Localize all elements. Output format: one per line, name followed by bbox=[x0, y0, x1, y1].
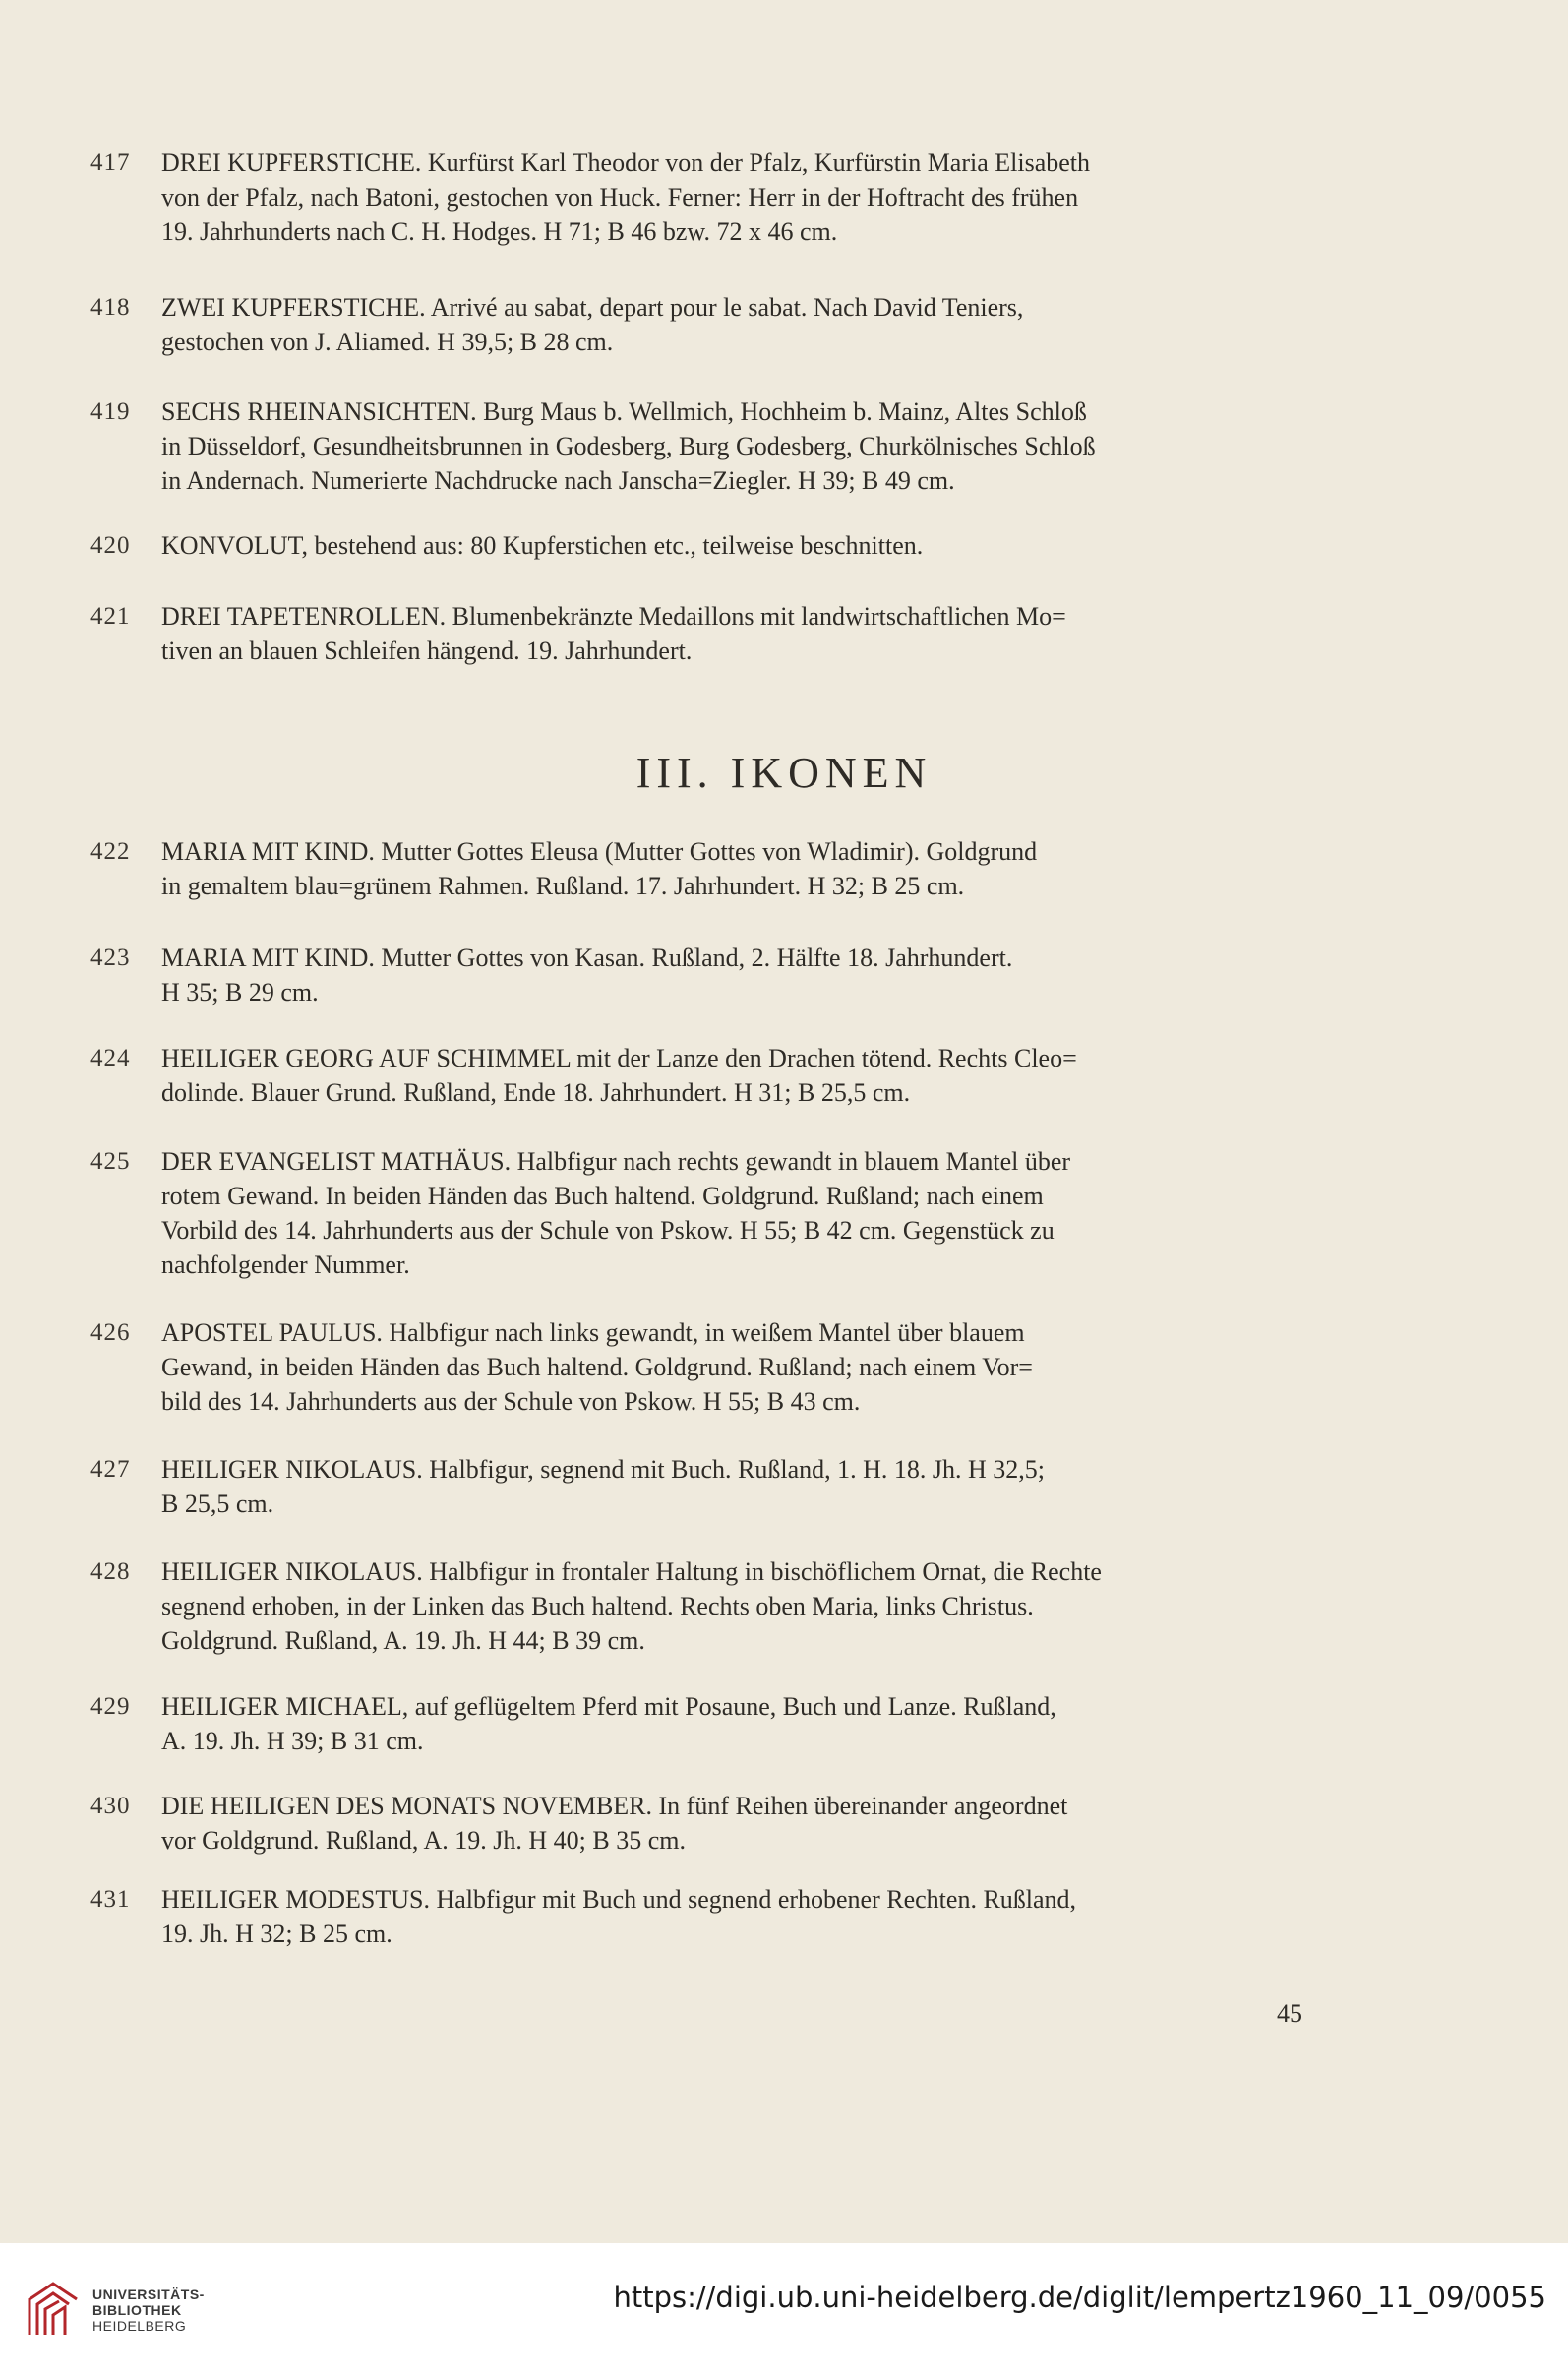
entry-line: bild des 14. Jahrhunderts aus der Schule von Pskow. H 55; B 43 cm. bbox=[161, 1387, 861, 1416]
entry-text bbox=[161, 528, 1396, 563]
entry-line: nachfolgender Nummer. bbox=[161, 1250, 410, 1279]
entry-line: DREI TAPETENROLLEN. Blumenbekränzte Medaillons mit landwirtschaftlichen Mo= bbox=[161, 602, 1066, 631]
source-url[interactable]: https://digi.ub.uni-heidelberg.de/diglit/lempertz1960_11_09/0055 bbox=[613, 2281, 1546, 2314]
entry-number: 428 bbox=[90, 1558, 131, 1585]
entry-number: 427 bbox=[90, 1456, 131, 1483]
entry-number: 426 bbox=[90, 1319, 131, 1346]
section-heading: III. IKONEN bbox=[635, 749, 933, 797]
entry-text bbox=[161, 1452, 1396, 1521]
library-line-1: UNIVERSITÄTS- bbox=[92, 2286, 205, 2302]
entry-line: in Düsseldorf, Gesundheitsbrunnen in Godesberg, Burg Godesberg, Churkölnisches Schloß bbox=[161, 432, 1096, 460]
entry-number: 421 bbox=[90, 603, 131, 630]
entry-text bbox=[161, 599, 1396, 668]
entry-line: vor Goldgrund. Rußland, A. 19. Jh. H 40; B 35 cm. bbox=[161, 1826, 686, 1855]
entry-number: 419 bbox=[90, 398, 131, 425]
entry-line: MARIA MIT KIND. Mutter Gottes von Kasan. Rußland, 2. Hälfte 18. Jahrhundert. bbox=[161, 944, 1013, 972]
entry-line: KONVOLUT, bestehend aus: 80 Kupferstichen etc., teilweise beschnitten. bbox=[161, 531, 924, 560]
entry-line: HEILIGER GEORG AUF SCHIMMEL mit der Lanze den Drachen tötend. Rechts Cleo= bbox=[161, 1044, 1077, 1072]
entry-line: Gewand, in beiden Händen das Buch haltend. Goldgrund. Rußland; nach einem Vor= bbox=[161, 1353, 1033, 1381]
entry-text bbox=[161, 834, 1396, 903]
entry-line: dolinde. Blauer Grund. Rußland, Ende 18. Jahrhundert. H 31; B 25,5 cm. bbox=[161, 1078, 911, 1107]
entry-line: HEILIGER MODESTUS. Halbfigur mit Buch und segnend erhobener Rechten. Rußland, bbox=[161, 1885, 1077, 1914]
entry-number: 420 bbox=[90, 532, 131, 559]
entry-text bbox=[161, 1789, 1396, 1858]
entry-text bbox=[161, 1882, 1396, 1951]
entry-number: 424 bbox=[90, 1045, 131, 1071]
entry-line: 19. Jahrhunderts nach C. H. Hodges. H 71; B 46 bzw. 72 x 46 cm. bbox=[161, 217, 838, 246]
entry-line: DIE HEILIGEN DES MONATS NOVEMBER. In fünf Reihen übereinander angeordnet bbox=[161, 1792, 1068, 1820]
entry-number: 429 bbox=[90, 1693, 131, 1720]
entry-line: gestochen von J. Aliamed. H 39,5; B 28 cm. bbox=[161, 328, 614, 356]
entry-line: HEILIGER NIKOLAUS. Halbfigur, segnend mit Buch. Rußland, 1. H. 18. Jh. H 32,5; bbox=[161, 1455, 1046, 1484]
entry-line: Goldgrund. Rußland, A. 19. Jh. H 44; B 39 cm. bbox=[161, 1626, 645, 1655]
ub-heidelberg-logo-icon bbox=[20, 2278, 87, 2345]
library-line-2: BIBLIOTHEK bbox=[92, 2302, 182, 2318]
entry-line: DREI KUPFERSTICHE. Kurfürst Karl Theodor von der Pfalz, Kurfürstin Maria Elisabeth bbox=[161, 149, 1091, 177]
entry-number: 417 bbox=[90, 150, 131, 176]
entry-line: HEILIGER NIKOLAUS. Halbfigur in frontaler Haltung in bischöflichem Ornat, die Rechte bbox=[161, 1557, 1102, 1586]
page-number: 45 bbox=[1277, 1999, 1302, 2028]
entry-number: 423 bbox=[90, 945, 131, 971]
entry-line: HEILIGER MICHAEL, auf geflügeltem Pferd mit Posaune, Buch und Lanze. Rußland, bbox=[161, 1692, 1056, 1721]
entry-line: in gemaltem blau=grünem Rahmen. Rußland. 17. Jahrhundert. H 32; B 25 cm. bbox=[161, 872, 965, 900]
entry-text bbox=[161, 1144, 1396, 1282]
entry-number: 431 bbox=[90, 1886, 131, 1913]
entry-line: DER EVANGELIST MATHÄUS. Halbfigur nach rechts gewandt in blauem Mantel über bbox=[161, 1147, 1071, 1176]
entry-line: MARIA MIT KIND. Mutter Gottes Eleusa (Mutter Gottes von Wladimir). Goldgrund bbox=[161, 837, 1038, 866]
entry-line: rotem Gewand. In beiden Händen das Buch haltend. Goldgrund. Rußland; nach einem bbox=[161, 1182, 1044, 1210]
entry-line: B 25,5 cm. bbox=[161, 1490, 274, 1518]
entry-number: 422 bbox=[90, 838, 131, 865]
entry-text bbox=[161, 1554, 1396, 1658]
entry-text bbox=[161, 941, 1396, 1009]
entry-line: segnend erhoben, in der Linken das Buch haltend. Rechts oben Maria, links Christus. bbox=[161, 1592, 1034, 1620]
entry-number: 418 bbox=[90, 294, 131, 321]
entry-line: von der Pfalz, nach Batoni, gestochen von Huck. Ferner: Herr in der Hoftracht des frühen bbox=[161, 183, 1079, 212]
entry-line: H 35; B 29 cm. bbox=[161, 978, 319, 1006]
entry-line: ZWEI KUPFERSTICHE. Arrivé au sabat, depart pour le sabat. Nach David Teniers, bbox=[161, 293, 1024, 322]
entry-text bbox=[161, 1041, 1396, 1110]
entry-line: APOSTEL PAULUS. Halbfigur nach links gewandt, in weißem Mantel über blauem bbox=[161, 1318, 1025, 1347]
entry-number: 430 bbox=[90, 1793, 131, 1819]
entry-line: in Andernach. Numerierte Nachdrucke nach Janscha=Ziegler. H 39; B 49 cm. bbox=[161, 466, 955, 495]
entry-line: 19. Jh. H 32; B 25 cm. bbox=[161, 1920, 392, 1948]
library-name bbox=[92, 2286, 205, 2334]
entry-text bbox=[161, 395, 1396, 498]
entry-number: 425 bbox=[90, 1148, 131, 1175]
entry-text bbox=[161, 1689, 1396, 1758]
entry-line: SECHS RHEINANSICHTEN. Burg Maus b. Wellmich, Hochheim b. Mainz, Altes Schloß bbox=[161, 397, 1087, 426]
entry-line: A. 19. Jh. H 39; B 31 cm. bbox=[161, 1727, 424, 1755]
entry-line: Vorbild des 14. Jahrhunderts aus der Schule von Pskow. H 55; B 42 cm. Gegenstück zu bbox=[161, 1216, 1055, 1245]
entry-text bbox=[161, 290, 1396, 359]
entry-text bbox=[161, 146, 1396, 249]
entry-text bbox=[161, 1315, 1396, 1419]
entry-line: tiven an blauen Schleifen hängend. 19. Jahrhundert. bbox=[161, 637, 693, 665]
library-line-3: HEIDELBERG bbox=[92, 2318, 187, 2334]
